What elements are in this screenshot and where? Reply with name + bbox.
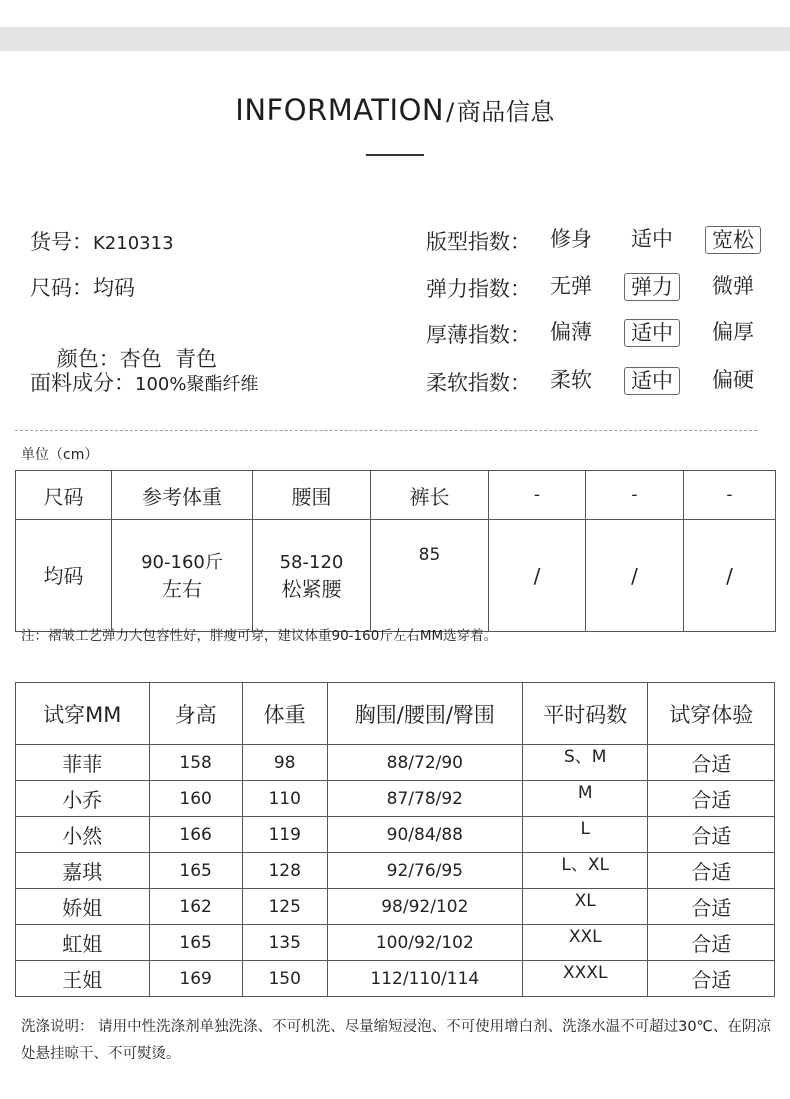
color-label: 颜色： bbox=[56, 347, 120, 371]
height-cell: 169 bbox=[149, 961, 242, 997]
fabric-value: 100%聚酯纤维 bbox=[135, 374, 259, 395]
name-cell: 王姐 bbox=[16, 961, 150, 997]
usual-size-cell: XXL bbox=[522, 925, 647, 961]
header-cell: 胸围/腰围/臀围 bbox=[327, 683, 522, 745]
size-label: 尺码： bbox=[30, 276, 93, 300]
index-option-selected: 适中 bbox=[624, 319, 680, 347]
header-cell: 身高 bbox=[149, 683, 242, 745]
header-cell: 腰围 bbox=[253, 471, 371, 520]
usual-size-cell: M bbox=[522, 781, 647, 817]
try-on-table bbox=[15, 682, 775, 997]
size-chart-table bbox=[15, 470, 776, 632]
index-option: 偏薄 bbox=[550, 320, 592, 344]
item-number-row bbox=[30, 226, 174, 256]
measurements-cell: 90/84/88 bbox=[327, 817, 522, 853]
height-cell: 158 bbox=[149, 745, 242, 781]
measurements-cell: 87/78/92 bbox=[327, 781, 522, 817]
index-option: 修身 bbox=[550, 227, 592, 251]
weight-cell: 98 bbox=[242, 745, 327, 781]
fit-cell: 合适 bbox=[648, 853, 775, 889]
dashed-divider bbox=[15, 430, 757, 431]
height-cell: 166 bbox=[149, 817, 242, 853]
fabric-row bbox=[30, 367, 258, 397]
weight-cell: 135 bbox=[242, 925, 327, 961]
fit-cell: 合适 bbox=[648, 961, 775, 997]
measurements-cell: 98/92/102 bbox=[327, 889, 522, 925]
measurements-cell: 92/76/95 bbox=[327, 853, 522, 889]
measurements-cell: 100/92/102 bbox=[327, 925, 522, 961]
title-english: INFORMATION bbox=[235, 93, 445, 127]
usual-size-cell: XXXL bbox=[522, 961, 647, 997]
weight-cell: 119 bbox=[242, 817, 327, 853]
index-option: 无弹 bbox=[550, 274, 592, 298]
header-cell: 参考体重 bbox=[112, 471, 253, 520]
usual-size-cell: S、M bbox=[522, 745, 647, 781]
try-on-header-row bbox=[16, 683, 775, 745]
fit-cell: 合适 bbox=[648, 889, 775, 925]
header-cell: 试穿体验 bbox=[648, 683, 775, 745]
measurements-cell: 88/72/90 bbox=[327, 745, 522, 781]
fit-cell: 合适 bbox=[648, 745, 775, 781]
index-option: 偏硬 bbox=[712, 368, 754, 392]
height-cell: 165 bbox=[149, 853, 242, 889]
index-row-softness bbox=[426, 367, 754, 397]
header-cell: 尺码 bbox=[16, 471, 112, 520]
header-cell: 试穿MM bbox=[16, 683, 150, 745]
index-option-selected: 适中 bbox=[624, 367, 680, 395]
table-row bbox=[16, 745, 775, 781]
name-cell: 虹姐 bbox=[16, 925, 150, 961]
index-row-fit bbox=[426, 226, 754, 256]
size-table-row bbox=[16, 520, 776, 632]
size-table-header-row bbox=[16, 471, 776, 520]
index-row-thickness bbox=[426, 319, 754, 349]
header-cell: 体重 bbox=[242, 683, 327, 745]
extra-cell: / bbox=[489, 520, 586, 632]
table-row bbox=[16, 961, 775, 997]
table-row bbox=[16, 781, 775, 817]
title-underline bbox=[366, 154, 424, 156]
fit-cell: 合适 bbox=[648, 925, 775, 961]
table-row bbox=[16, 853, 775, 889]
name-cell: 菲菲 bbox=[16, 745, 150, 781]
length-cell: 85 bbox=[371, 520, 489, 632]
weight-range: 90-160斤 bbox=[141, 551, 223, 573]
color-value: 杏色 青色 bbox=[119, 347, 218, 371]
index-row-stretch bbox=[426, 273, 754, 303]
index-option: 偏厚 bbox=[712, 320, 754, 344]
fabric-label: 面料成分： bbox=[30, 371, 135, 395]
table-row bbox=[16, 817, 775, 853]
extra-cell: / bbox=[684, 520, 776, 632]
header-cell: 裤长 bbox=[371, 471, 489, 520]
size-row bbox=[30, 272, 135, 302]
unit-label: 单位（cm） bbox=[21, 447, 99, 463]
usual-size-cell: L bbox=[522, 817, 647, 853]
name-cell: 嘉琪 bbox=[16, 853, 150, 889]
index-label: 弹力指数： bbox=[426, 277, 531, 301]
height-cell: 162 bbox=[149, 889, 242, 925]
page-title bbox=[0, 92, 790, 127]
name-cell: 小乔 bbox=[16, 781, 150, 817]
table-row bbox=[16, 889, 775, 925]
name-cell: 娇姐 bbox=[16, 889, 150, 925]
size-cell: 均码 bbox=[16, 520, 112, 632]
index-option: 柔软 bbox=[550, 368, 592, 392]
item-number-label: 货号： bbox=[30, 230, 93, 254]
index-label: 柔软指数： bbox=[426, 371, 531, 395]
index-label: 版型指数： bbox=[426, 230, 531, 254]
weight-cell: 150 bbox=[242, 961, 327, 997]
header-cell: - bbox=[489, 471, 586, 520]
size-note: 注：褶皱工艺弹力大包容性好，胖瘦可穿，建议体重90-160斤左右MM选穿着。 bbox=[21, 628, 498, 644]
height-cell: 165 bbox=[149, 925, 242, 961]
extra-cell: / bbox=[586, 520, 684, 632]
waist-range: 58-120 bbox=[279, 551, 344, 573]
height-cell: 160 bbox=[149, 781, 242, 817]
measurements-cell: 112/110/114 bbox=[327, 961, 522, 997]
waist-cell bbox=[253, 520, 371, 632]
header-cell: - bbox=[586, 471, 684, 520]
usual-size-cell: XL bbox=[522, 889, 647, 925]
title-separator: / bbox=[446, 98, 455, 126]
fit-cell: 合适 bbox=[648, 817, 775, 853]
weight-cell: 125 bbox=[242, 889, 327, 925]
item-number-value: K210313 bbox=[93, 233, 174, 254]
index-option: 适中 bbox=[631, 227, 673, 251]
size-value: 均码 bbox=[93, 276, 135, 300]
title-chinese: 商品信息 bbox=[456, 98, 555, 126]
name-cell: 小然 bbox=[16, 817, 150, 853]
index-option: 微弹 bbox=[712, 274, 754, 298]
index-label: 厚薄指数： bbox=[426, 323, 531, 347]
weight-suffix: 左右 bbox=[162, 576, 202, 601]
header-cell: - bbox=[684, 471, 776, 520]
index-option-selected: 宽松 bbox=[705, 226, 761, 254]
top-banner-bar bbox=[0, 27, 790, 51]
usual-size-cell: L、XL bbox=[522, 853, 647, 889]
weight-cell: 110 bbox=[242, 781, 327, 817]
weight-cell bbox=[112, 520, 253, 632]
fit-cell: 合适 bbox=[648, 781, 775, 817]
weight-cell: 128 bbox=[242, 853, 327, 889]
index-option-selected: 弹力 bbox=[624, 273, 680, 301]
waist-type: 松紧腰 bbox=[281, 576, 342, 601]
header-cell: 平时码数 bbox=[522, 683, 647, 745]
table-row bbox=[16, 925, 775, 961]
care-instructions: 洗涤说明： 请用中性洗涤剂单独洗涤、不可机洗、尽量缩短浸泡、不可使用增白剂、洗涤水温不可超过30℃、在阴凉处悬挂晾干、不可熨烫。 bbox=[21, 1019, 771, 1062]
